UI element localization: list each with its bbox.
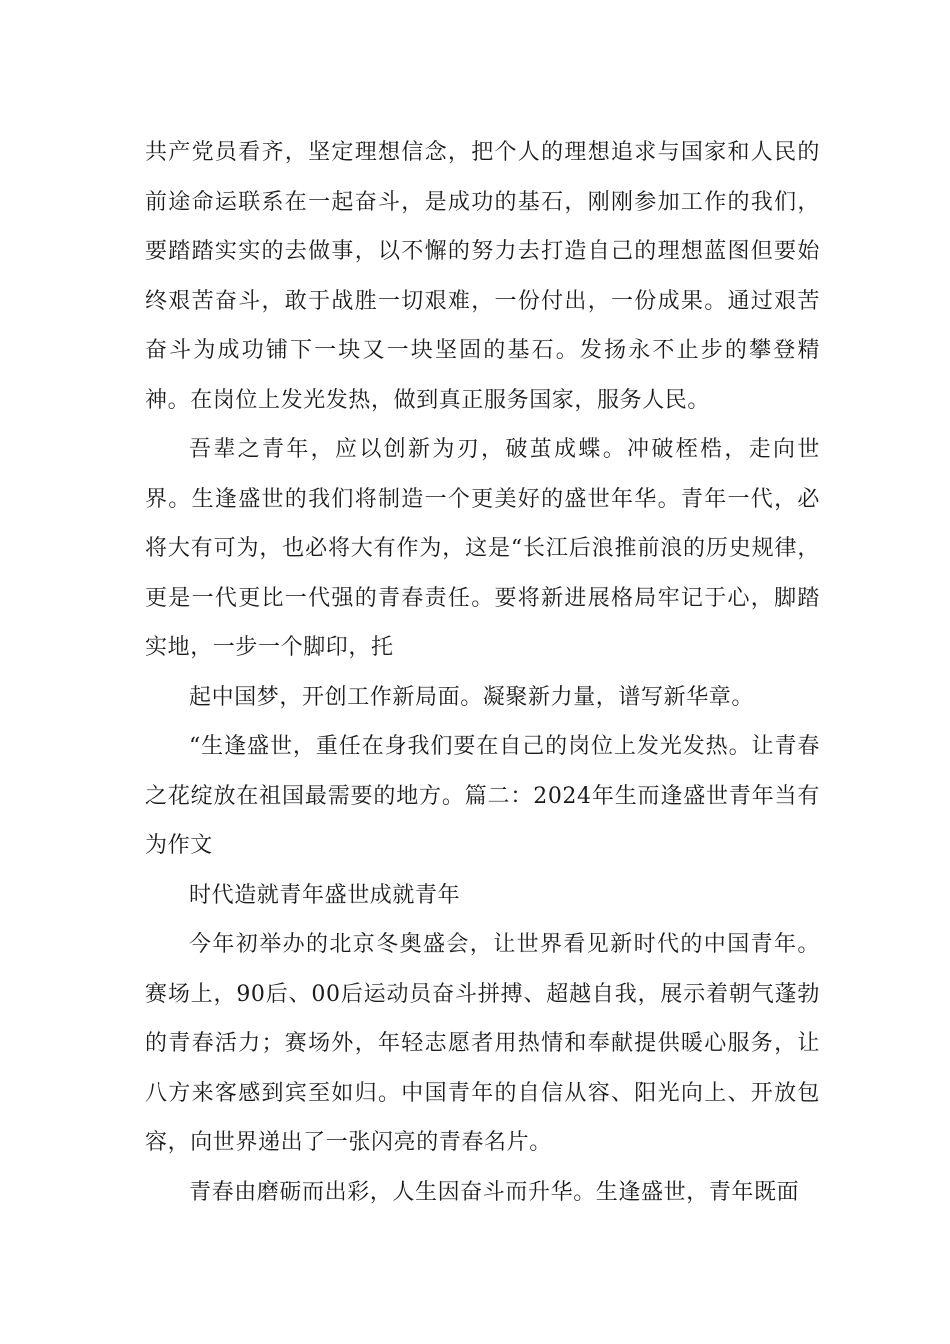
paragraph-1: 共产党员看齐，坚定理想信念，把个人的理想追求与国家和人民的前途命运联系在一起奋斗，是成功的基石，刚刚参加工作的我们，要踏踏实实的去做事，以不懈的努力去打造自己的理想蓝图但要始终艰苦奋斗，敢于战胜一切艰难，一份付出，一份成果。通过艰苦奋斗为成功铺下一块又一块坚固的基石。发扬永不止步的攀登精神。在岗位上发光发热，做到真正服务国家，服务人民。	[145, 140, 820, 413]
paragraph-6: 今年初举办的北京冬奥盛会，让世界看见新时代的中国青年。赛场上，90后、00后运动员奋斗拼搏、超越自我，展示着朝气蓬勃的青春活力；赛场外，年轻志愿者用热情和奉献提供暖心服务，让八方来客感到宾至如归。中国青年的自信从容、阳光向上、开放包容，向世界递出了一张闪亮的青春名片。	[145, 932, 820, 1155]
paragraph-2: 吾辈之青年，应以创新为刃，破茧成蝶。冲破桎梏，走向世界。生逢盛世的我们将制造一个更美好的盛世年华。青年一代，必将大有可为，也必将大有作为，这是“长江后浪推前浪的历史规律，更是一代更比一代强的青春责任。要将新进展格局牢记于心，脚踏实地，一步一个脚印，托	[145, 437, 820, 660]
paragraph-3: 起中国梦，开创工作新局面。凝聚新力量，谱写新华章。	[189, 684, 755, 710]
paragraph-5-subtitle: 时代造就青年盛世成就青年	[189, 882, 461, 908]
paragraph-7: 青春由磨砺而出彩，人生因奋斗而升华。生逢盛世，青年既面	[189, 1179, 800, 1205]
paragraph-4: “生逢盛世，重任在身我们要在自己的岗位上发光发热。让青春之花绽放在祖国最需要的地方。篇二：2024年生而逢盛世青年当有为作文	[145, 734, 820, 858]
document-page	[145, 128, 820, 1217]
